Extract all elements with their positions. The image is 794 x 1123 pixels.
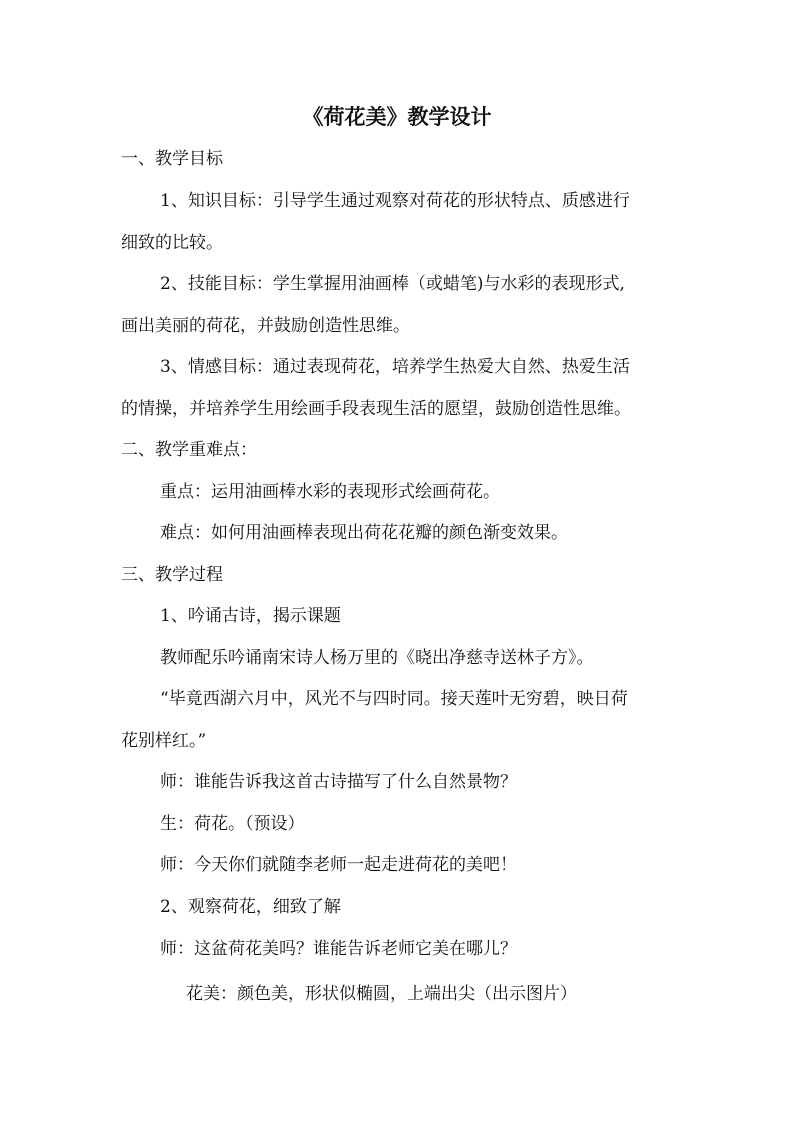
goal-item-2-line-2: 画出美丽的荷花，并鼓励创造性思维。 xyxy=(121,316,410,336)
goal-item-3-line-1: 3、情感目标：通过表现荷花，培养学生热爱大自然、热爱生活 xyxy=(160,357,630,377)
section-heading-key-points: 二、教学重难点： xyxy=(121,440,257,460)
teacher-question-1: 师：谁能告诉我这首古诗描写了什么自然景物？ xyxy=(160,772,517,792)
teacher-question-2: 师：这盆荷花美吗？谁能告诉老师它美在哪儿？ xyxy=(160,939,517,959)
process-step-2-title: 2、观察荷花，细致了解 xyxy=(160,897,341,917)
flower-beauty-note: 花美：颜色美，形状似椭圆，上端出尖（出示图片） xyxy=(186,984,577,1004)
goal-item-2-line-1: 2、技能目标：学生掌握用油画棒（或蜡笔)与水彩的表现形式, xyxy=(160,274,625,294)
process-step-1-intro: 教师配乐吟诵南宋诗人杨万里的《晓出净慈寺送林子方》。 xyxy=(160,648,594,668)
goal-item-3-line-2: 的情操，并培养学生用绘画手段表现生活的愿望，鼓励创造性思维。 xyxy=(121,399,631,419)
section-heading-goals: 一、教学目标 xyxy=(121,149,223,169)
teacher-statement-1: 师：今天你们就随李老师一起走进荷花的美吧！ xyxy=(160,855,517,875)
poem-line-1: “毕竟西湖六月中，风光不与四时同。接天莲叶无穷碧，映日荷 xyxy=(160,689,628,709)
goal-item-1-line-1: 1、知识目标：引导学生通过观察对荷花的形状特点、质感进行 xyxy=(160,191,630,211)
document-title: 《荷花美》教学设计 xyxy=(302,104,492,129)
key-point-difficulty: 难点：如何用油画棒表现出荷花花瓣的颜色渐变效果。 xyxy=(160,523,568,543)
student-answer-1: 生：荷花。（预设） xyxy=(160,814,305,834)
goal-item-1-line-2: 细致的比较。 xyxy=(121,233,223,253)
poem-line-2: 花别样红。” xyxy=(121,731,207,751)
key-point-focus: 重点：运用油画棒水彩的表现形式绘画荷花。 xyxy=(160,482,500,502)
section-heading-process: 三、教学过程 xyxy=(121,565,223,585)
process-step-1-title: 1、吟诵古诗，揭示课题 xyxy=(160,606,341,626)
